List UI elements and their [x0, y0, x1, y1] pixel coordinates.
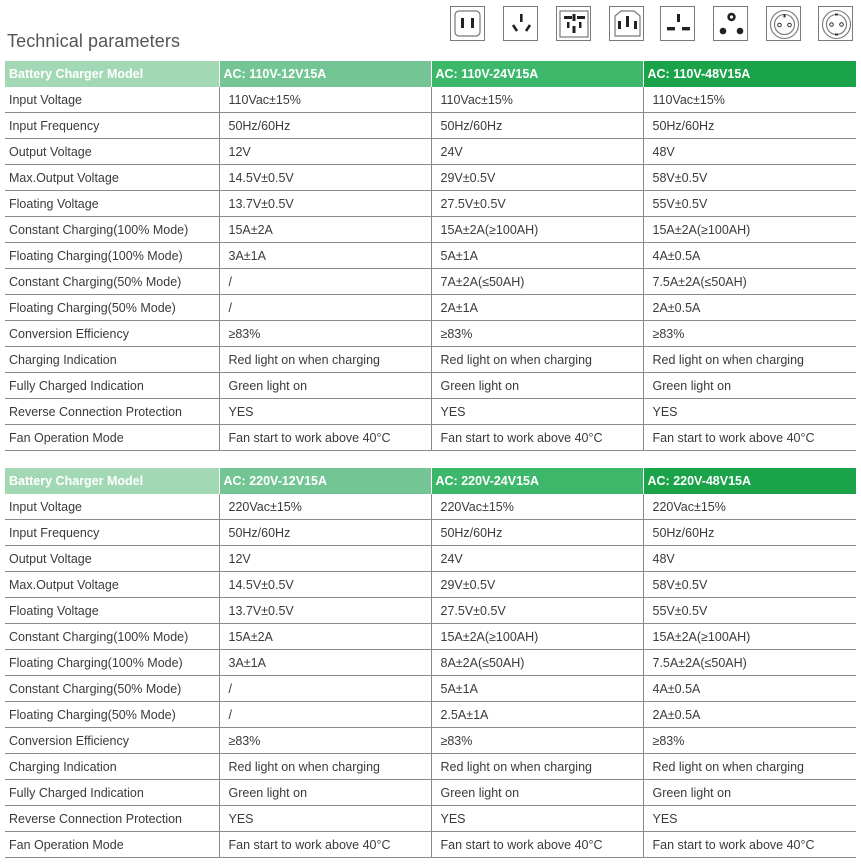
table-row — [5, 243, 856, 269]
table-cell: 15A±2A(≥100AH) — [643, 624, 856, 650]
table-cell: ≥83% — [219, 321, 431, 347]
table-body — [5, 494, 856, 858]
table-cell: 13.7V±0.5V — [219, 191, 431, 217]
plug-type-icons — [0, 6, 861, 46]
table-cell: 29V±0.5V — [431, 165, 643, 191]
table-row — [5, 87, 856, 113]
table-cell: 50Hz/60Hz — [643, 520, 856, 546]
row-label: Floating Voltage — [5, 191, 219, 217]
column-header: Battery Charger Model — [5, 61, 219, 87]
table-row — [5, 217, 856, 243]
table-cell: 7A±2A(≤50AH) — [431, 269, 643, 295]
table-cell: YES — [431, 806, 643, 832]
row-label: Fan Operation Mode — [5, 832, 219, 858]
table-cell: / — [219, 676, 431, 702]
row-label: Floating Charging(100% Mode) — [5, 650, 219, 676]
table-cell: Fan start to work above 40°C — [431, 425, 643, 451]
table-cell: 7.5A±2A(≤50AH) — [643, 650, 856, 676]
table-header-row — [5, 61, 856, 87]
row-label: Floating Voltage — [5, 598, 219, 624]
row-label: Reverse Connection Protection — [5, 806, 219, 832]
table-cell: Red light on when charging — [643, 347, 856, 373]
table-row — [5, 598, 856, 624]
row-label: Fully Charged Indication — [5, 780, 219, 806]
table-cell: Red light on when charging — [431, 754, 643, 780]
table-row — [5, 650, 856, 676]
row-label: Output Voltage — [5, 546, 219, 572]
table-cell: 12V — [219, 546, 431, 572]
table-cell: 5A±1A — [431, 243, 643, 269]
table-cell: ≥83% — [219, 728, 431, 754]
table-cell: Green light on — [431, 373, 643, 399]
table-cell: Fan start to work above 40°C — [643, 425, 856, 451]
table-cell: 58V±0.5V — [643, 165, 856, 191]
table-cell: 24V — [431, 139, 643, 165]
table-cell: / — [219, 269, 431, 295]
table-cell: 2.5A±1A — [431, 702, 643, 728]
table-row — [5, 572, 856, 598]
row-label: Input Voltage — [5, 87, 219, 113]
specs-table-220v — [5, 468, 856, 858]
table-cell: 24V — [431, 546, 643, 572]
row-label: Output Voltage — [5, 139, 219, 165]
row-label: Input Frequency — [5, 520, 219, 546]
table-row — [5, 269, 856, 295]
table-cell: Fan start to work above 40°C — [219, 425, 431, 451]
row-label: Conversion Efficiency — [5, 728, 219, 754]
table-cell: 220Vac±15% — [431, 494, 643, 520]
table-cell: 12V — [219, 139, 431, 165]
table-cell: 15A±2A — [219, 624, 431, 650]
table-row — [5, 520, 856, 546]
table-cell: 48V — [643, 546, 856, 572]
table-cell: 110Vac±15% — [643, 87, 856, 113]
row-label: Fully Charged Indication — [5, 373, 219, 399]
table-cell: 27.5V±0.5V — [431, 598, 643, 624]
table-cell: 58V±0.5V — [643, 572, 856, 598]
table-cell: 3A±1A — [219, 650, 431, 676]
table-cell: Green light on — [219, 373, 431, 399]
table-cell: 50Hz/60Hz — [219, 113, 431, 139]
table-cell: Red light on when charging — [643, 754, 856, 780]
table-row — [5, 676, 856, 702]
row-label: Charging Indication — [5, 754, 219, 780]
australia-plug-icon — [503, 6, 538, 41]
row-label: Fan Operation Mode — [5, 425, 219, 451]
table-row — [5, 624, 856, 650]
column-header: AC: 220V-12V15A — [219, 468, 431, 494]
table-cell: Red light on when charging — [431, 347, 643, 373]
table-cell: 4A±0.5A — [643, 243, 856, 269]
table-row — [5, 832, 856, 858]
table-cell: 3A±1A — [219, 243, 431, 269]
page-title: Technical parameters — [7, 31, 181, 51]
table-row — [5, 373, 856, 399]
table-row — [5, 321, 856, 347]
table-row — [5, 728, 856, 754]
table-cell: 50Hz/60Hz — [431, 520, 643, 546]
row-label: Conversion Efficiency — [5, 321, 219, 347]
table-cell: Red light on when charging — [219, 347, 431, 373]
table-row — [5, 702, 856, 728]
table-cell: 48V — [643, 139, 856, 165]
column-header: Battery Charger Model — [5, 468, 219, 494]
column-header: AC: 220V-48V15A — [643, 468, 856, 494]
table-cell: Green light on — [431, 780, 643, 806]
table-row — [5, 780, 856, 806]
table-cell: Green light on — [219, 780, 431, 806]
table-cell: 2A±0.5A — [643, 702, 856, 728]
table-cell: / — [219, 702, 431, 728]
table-row — [5, 295, 856, 321]
table-cell: 13.7V±0.5V — [219, 598, 431, 624]
swiss-plug-icon — [609, 6, 644, 41]
row-label: Floating Charging(100% Mode) — [5, 243, 219, 269]
specs-table-110v — [5, 61, 856, 451]
table-row — [5, 399, 856, 425]
row-label: Reverse Connection Protection — [5, 399, 219, 425]
india-plug-icon — [713, 6, 748, 41]
table-cell: 110Vac±15% — [219, 87, 431, 113]
table-cell: Fan start to work above 40°C — [219, 832, 431, 858]
table-row — [5, 806, 856, 832]
column-header: AC: 110V-48V15A — [643, 61, 856, 87]
schuko-plug-icon — [818, 6, 853, 41]
table-cell: YES — [219, 399, 431, 425]
row-label: Constant Charging(100% Mode) — [5, 217, 219, 243]
table-row — [5, 494, 856, 520]
table-cell: 2A±0.5A — [643, 295, 856, 321]
table-header-row — [5, 468, 856, 494]
us-plug-icon — [450, 6, 485, 41]
column-header: AC: 110V-24V15A — [431, 61, 643, 87]
universal-plug-icon — [556, 6, 591, 41]
table-cell: ≥83% — [643, 321, 856, 347]
table-cell: 14.5V±0.5V — [219, 165, 431, 191]
column-header: AC: 110V-12V15A — [219, 61, 431, 87]
table-row — [5, 191, 856, 217]
table-row — [5, 139, 856, 165]
row-label: Charging Indication — [5, 347, 219, 373]
table-row — [5, 113, 856, 139]
table-row — [5, 546, 856, 572]
table-row — [5, 425, 856, 451]
table-cell: 7.5A±2A(≤50AH) — [643, 269, 856, 295]
table-body — [5, 87, 856, 451]
table-cell: 50Hz/60Hz — [643, 113, 856, 139]
row-label: Input Voltage — [5, 494, 219, 520]
table-cell: 50Hz/60Hz — [219, 520, 431, 546]
table-cell: Green light on — [643, 780, 856, 806]
table-cell: Red light on when charging — [219, 754, 431, 780]
table-cell: ≥83% — [431, 728, 643, 754]
table-cell: 2A±1A — [431, 295, 643, 321]
row-label: Constant Charging(50% Mode) — [5, 269, 219, 295]
table-cell: 55V±0.5V — [643, 191, 856, 217]
row-label: Input Frequency — [5, 113, 219, 139]
row-label: Constant Charging(100% Mode) — [5, 624, 219, 650]
table-cell: 27.5V±0.5V — [431, 191, 643, 217]
table-cell: Green light on — [643, 373, 856, 399]
uk-plug-icon — [660, 6, 695, 41]
row-label: Constant Charging(50% Mode) — [5, 676, 219, 702]
row-label: Floating Charging(50% Mode) — [5, 702, 219, 728]
table-cell: YES — [431, 399, 643, 425]
table-cell: 8A±2A(≤50AH) — [431, 650, 643, 676]
table-cell: 110Vac±15% — [431, 87, 643, 113]
table-cell: YES — [219, 806, 431, 832]
table-cell: ≥83% — [431, 321, 643, 347]
table-cell: 5A±1A — [431, 676, 643, 702]
table-cell: 50Hz/60Hz — [431, 113, 643, 139]
table-cell: 15A±2A(≥100AH) — [643, 217, 856, 243]
table-cell: 29V±0.5V — [431, 572, 643, 598]
table-cell: 14.5V±0.5V — [219, 572, 431, 598]
french-plug-icon — [766, 6, 801, 41]
table-cell: 220Vac±15% — [219, 494, 431, 520]
table-cell: 15A±2A(≥100AH) — [431, 217, 643, 243]
table-cell: 4A±0.5A — [643, 676, 856, 702]
table-cell: / — [219, 295, 431, 321]
table-cell: Fan start to work above 40°C — [643, 832, 856, 858]
table-cell: YES — [643, 806, 856, 832]
table-row — [5, 754, 856, 780]
table-cell: YES — [643, 399, 856, 425]
table-cell: ≥83% — [643, 728, 856, 754]
table-cell: Fan start to work above 40°C — [431, 832, 643, 858]
table-row — [5, 165, 856, 191]
table-cell: 15A±2A(≥100AH) — [431, 624, 643, 650]
row-label: Max.Output Voltage — [5, 165, 219, 191]
column-header: AC: 220V-24V15A — [431, 468, 643, 494]
row-label: Max.Output Voltage — [5, 572, 219, 598]
row-label: Floating Charging(50% Mode) — [5, 295, 219, 321]
table-cell: 220Vac±15% — [643, 494, 856, 520]
table-cell: 55V±0.5V — [643, 598, 856, 624]
table-row — [5, 347, 856, 373]
table-cell: 15A±2A — [219, 217, 431, 243]
